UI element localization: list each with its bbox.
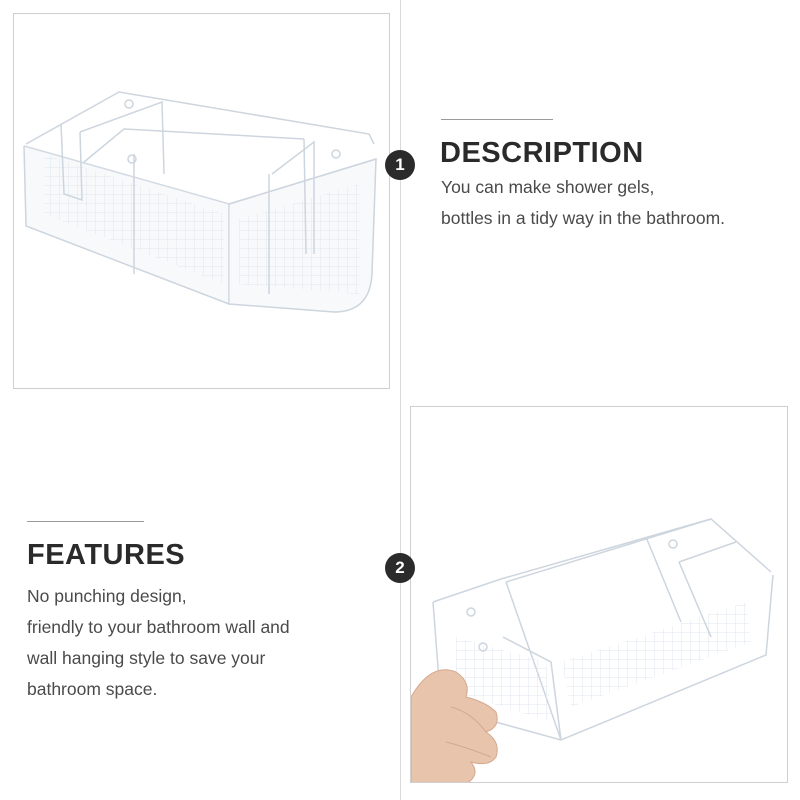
description-heading: DESCRIPTION	[440, 137, 644, 169]
features-text	[27, 581, 290, 705]
description-line: bottles in a tidy way in the bathroom.	[441, 208, 726, 228]
description-rule	[441, 119, 553, 120]
description-line: You can make shower gels,	[441, 177, 655, 197]
features-rule	[27, 521, 144, 522]
features-line: wall hanging style to save your	[27, 648, 266, 668]
features-line: bathroom space.	[27, 679, 158, 699]
description-text	[441, 172, 725, 234]
features-heading: FEATURES	[27, 539, 186, 571]
center-divider-line	[400, 0, 401, 800]
product-photo-bottom	[410, 406, 788, 783]
step-badge-2: 2	[385, 553, 415, 583]
product-photo-top	[13, 13, 390, 389]
acrylic-organizer-illustration-2	[411, 407, 788, 783]
acrylic-organizer-illustration-1	[14, 14, 390, 389]
features-line: friendly to your bathroom wall and	[27, 617, 290, 637]
step-badge-1: 1	[385, 150, 415, 180]
features-line: No punching design,	[27, 586, 187, 606]
